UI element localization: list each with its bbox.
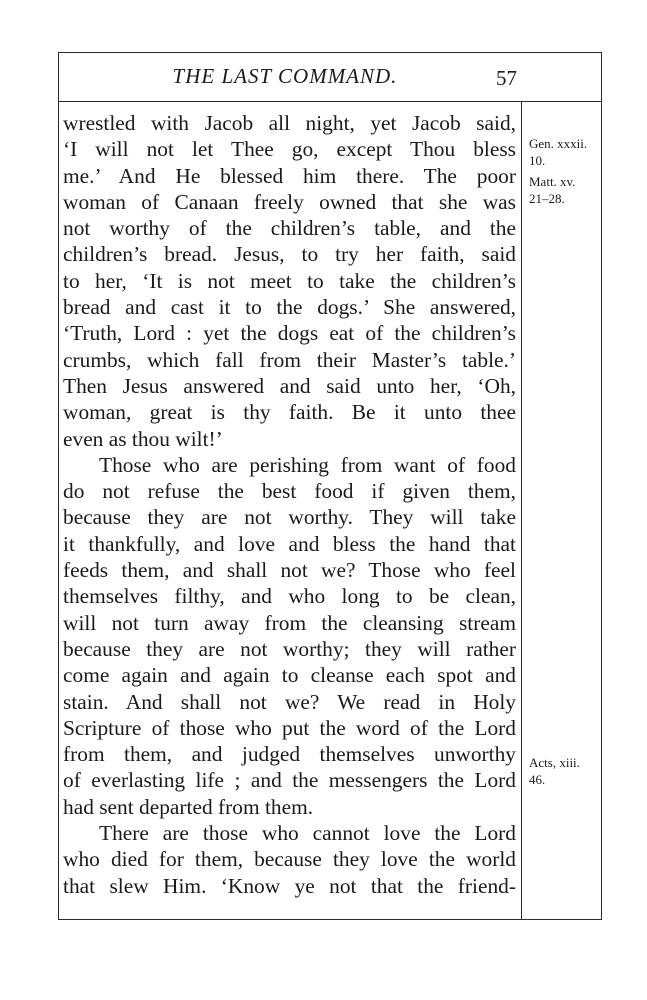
text-line: it thankfully, and love and bless the hand that [63,531,516,556]
paragraph-last-line: even as thou wilt!’ [63,426,223,451]
text-line: wrestled with Jacob all night, yet Jacob said, [63,111,516,135]
text-line: ‘I will not let Thee go, except Thou bless [63,137,516,162]
text-line: bread and cast it to the dogs.’ She answered, [63,295,516,320]
margin-note-line: 46. [529,772,546,787]
margin-note-line: Gen. xxxii. [529,136,588,151]
margin-note-acts [529,754,580,788]
text-line: stain. And shall not we? We read in Holy [63,689,516,714]
text-line: from them, and judged themselves unworthy [63,742,516,767]
margin-note-line: Acts, xiii. [529,755,580,770]
paragraph-first-line: There are those who cannot love the Lord [99,821,516,846]
text-line: feeds them, and shall not we? Those who feel [63,558,516,583]
paragraph-last-line: had sent departed from them. [63,794,314,819]
text-line: come again and again to cleanse each spot and [63,663,516,688]
text-line: me.’ And He blessed him there. The poor [63,163,516,188]
text-line: woman, great is thy faith. Be it unto thee [63,400,516,425]
text-line: Then Jesus answered and said unto her, ‘Oh, [63,373,516,398]
text-line: children’s bread. Jesus, to try her faith, said [63,242,516,267]
text-line: woman of Canaan freely owned that she was [63,189,516,214]
margin-note-line: 10. [529,153,546,168]
text-line: because they are not worthy; they will rather [63,636,516,661]
text-line: Scripture of those who put the word of the Lord [63,715,516,740]
text-line: crumbs, which fall from their Master’s table.’ [63,347,516,372]
paragraph-first-line: Those who are perishing from want of food [99,452,516,477]
page-number: 57 [496,66,517,90]
text-line: do not refuse the best food if given them, [63,479,516,504]
text-line: to her, ‘It is not meet to take the children’s [63,268,516,293]
running-head: THE LAST COMMAND. [172,64,398,88]
text-line: ‘Truth, Lord : yet the dogs eat of the children’s [63,321,516,346]
text-line: of everlasting life ; and the messengers the Lord [63,768,516,793]
margin-note-matt [529,173,575,207]
margin-note-line: Matt. xv. [529,174,576,189]
text-line: because they are not worthy. They will take [63,505,516,530]
text-line: themselves filthy, and who long to be clean, [63,584,516,609]
text-line: will not turn away from the cleansing stream [63,610,516,635]
margin-note-gen [529,135,587,169]
margin-note-line: 21–28. [529,191,565,206]
body-text [63,110,516,899]
text-line: that slew Him. ‘Know ye not that the friend- [63,873,516,898]
text-line: who died for them, because they love the world [63,847,516,872]
margin-rule [521,101,522,920]
text-line: not worthy of the children’s table, and the [63,216,516,241]
